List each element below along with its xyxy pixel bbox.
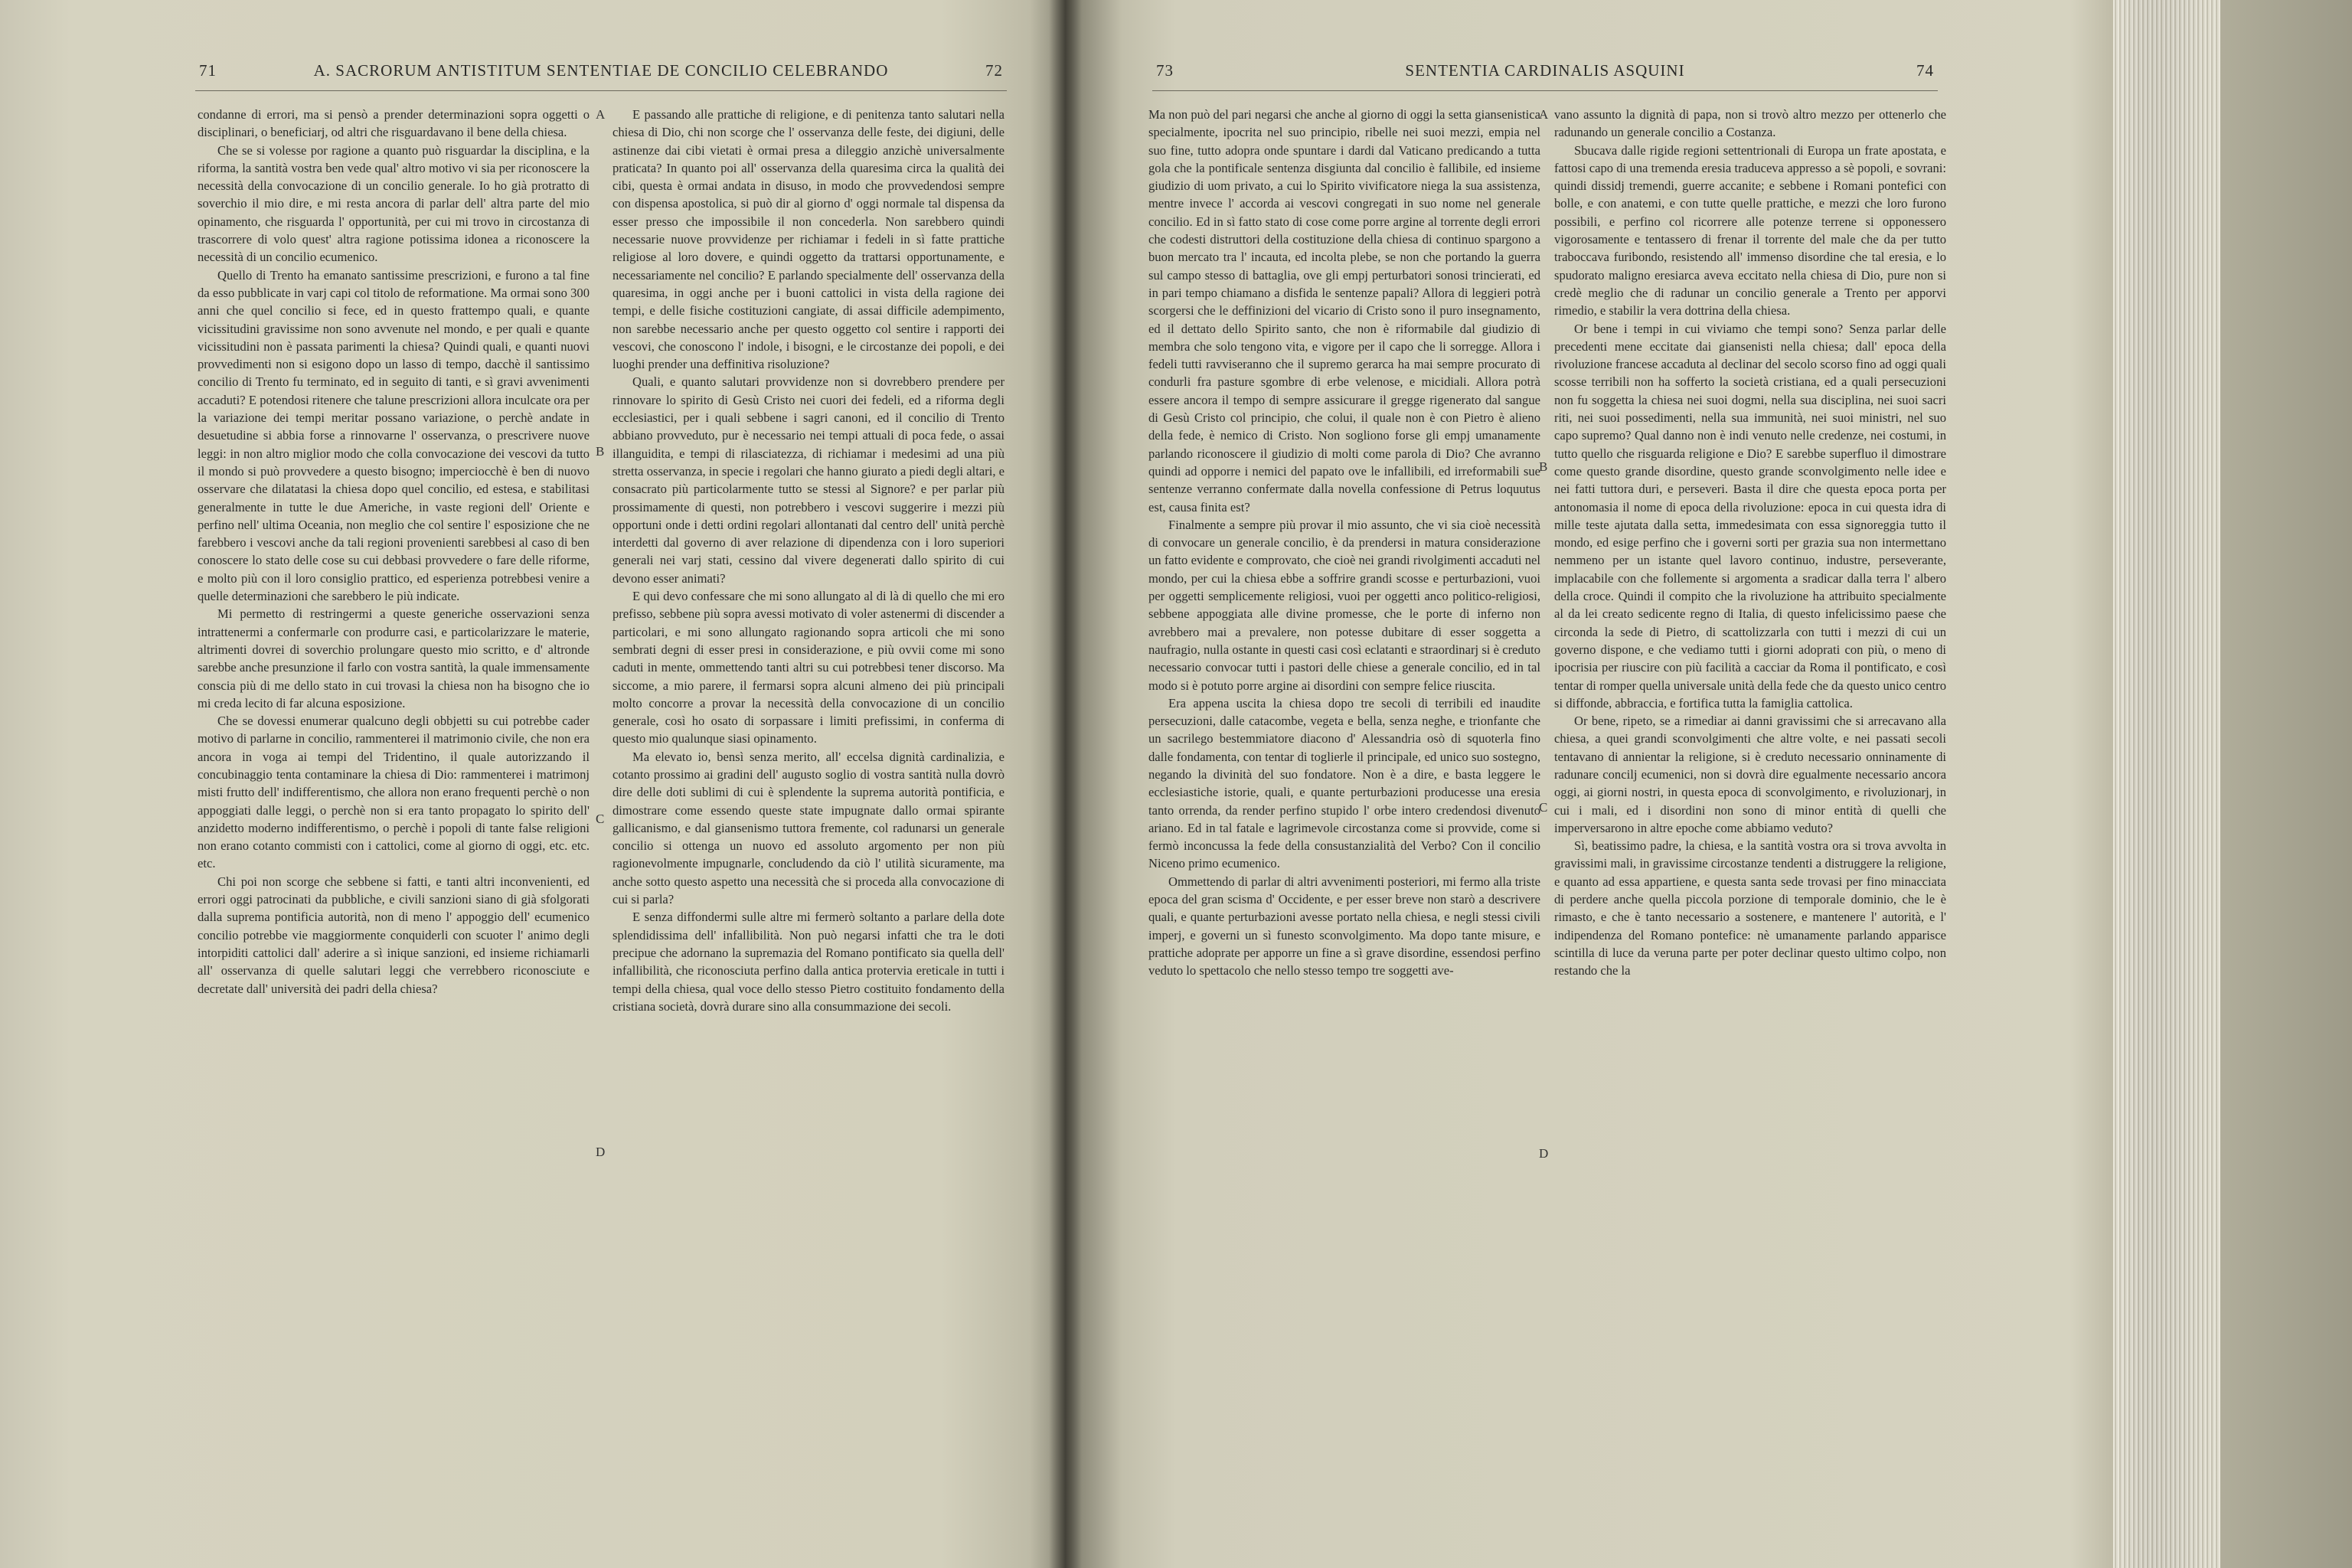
- text-column-1: [1148, 106, 1540, 980]
- margin-letter: C: [596, 812, 605, 826]
- running-head: [184, 60, 1018, 90]
- paragraph: Era appena uscita la chiesa dopo tre secoli di terribili ed inaudite persecuzioni, dalle catacombe, vegeta e bella, senza neghe, e trionfante che un sacrilego bestemmiatore diacono d' Alessandria osò di squoterla fino dalle fondamenta, con tentar di toglierle il principale, ed unico suo sostegno, negando la divinità del suo fondatore. Non è a dire, e basta leggere le ecclesiastiche istorie, quali, e quante perturbazioni producesse una eresia tanto orrenda, da render perfino stupido l' orbe intero credendosi divenuto ariano. Ed in tal fatale e lagrimevole circostanza come si provvide, come si fermò inconcussa la fede della consustanzialità del Verbo? Con il concilio Niceno primo ecumenico.: [1148, 695, 1540, 871]
- margin-letter: B: [1539, 459, 1548, 474]
- paragraph: E passando alle prattiche di religione, e di penitenza tanto salutari nella chiesa di Dio, chi non scorge che l' osservanza delle feste, dei digiuni, delle astinenze dai cibi vietati è ormai presa a dileggio anzichè universalmente praticata? In quanto poi all' osservanza della quaresima circa la qualità dei cibi, questa è ormai andata in disuso, in modo che provvedendosi sempre con dispensa apostolica, si può dir al giorno d' oggi normale tal dispensa da esser presso che impossibile il non concederla. Non sarebbero quindi necessarie nuove provvidenze per richiamar i fedeli in sì fatte prattiche religiose al loro dovere, e quindi oggetto da trattarsi opportunamente, e necessariamente nel concilio? E parlando specialmente dell' osservanza della quaresima, in oggi anche per i buoni cattolici in vista della ragione dei tempi, e delle fisiche costituzioni cangiate, di assai difficile adempimento, non sarebbe necessario anche per questo oggetto col sentire i rapporti dei vescovi, che conoscono l' indole, i bisogni, e le circostanze dei popoli, e dei luoghi prender una deffinitiva risoluzione?: [612, 107, 1004, 372]
- paragraph: Mi permetto di restringermi a queste generiche osservazioni senza intrattenermi a confermarle con produrre casi, e particolarizzare le materie, altrimenti dovrei di soverchio prolungare questo mio scritto, e d' altronde sarebbe anche presunzione il farlo con vostra santità, la quale immensamente conscia più di me dello stato in cui trovasi la chiesa non ha bisogno che io mi creda lecito di far alcuna esposizione.: [198, 606, 590, 710]
- paragraph: Ommettendo di parlar di altri avvenimenti posteriori, mi fermo alla triste epoca del gran scisma d' Occidente, e per esser breve non starò a descrivere quali, e quante perturbazioni avesse portato nella chiesa, e negli stessi civili imperj, e governi un sì funesto sconvolgimento. Ma dopo tante misure, e prattiche adoprate per apporre un fine a sì grave disordine, essendosi perfino veduto lo spettacolo che nello stesso tempo tre soggetti ave-: [1148, 874, 1540, 978]
- paragraph: Che se dovessi enumerar qualcuno degli obbjetti su cui potrebbe cader motivo di parlarne in concilio, rammenterei il matrimonio civile, che non era ancora in voga ai tempi del Tridentino, il quale autorizzando il concubinaggio tenta contaminare la chiesa di Dio: rammenterei i matrimonj misti frutto dell' indifferentismo, che allora non erano frequenti perchè o non appoggiati dalle leggi, o perchè non si era tanto propagato lo spirito dell' anzidetto moderno indifferentismo, o perchè i popoli di tante false religioni non erano cotanto commisti con i cattolici, come al giorno di oggi, etc. etc. etc.: [198, 714, 590, 871]
- paragraph: condanne di errori, ma si pensò a prender determinazioni sopra oggetti o disciplinari, o beneficiarj, od altri che risguardavano il bene della chiesa.: [198, 107, 590, 140]
- margin-letter: C: [1539, 800, 1548, 815]
- paragraph: vano assunto la dignità di papa, non si trovò altro mezzo per ottenerlo che radunando un generale concilio a Costanza.: [1554, 107, 1946, 140]
- page-edges: [2113, 0, 2220, 1568]
- page-number: 72: [985, 61, 1003, 80]
- paragraph: Or bene, ripeto, se a rimediar ai danni gravissimi che si arrecavano alla chiesa, a quei grandi sconvolgimenti che altre volte, e nei passati secoli tentavano di annientar la religione, si è creduto necessario onninamente di radunare concilj ecumenici, non si dovrà dire egualmente necessario ancora oggi, ai giorni nostri, in questa epoca di sconvolgimento, e rivoluzionarj, in cui i mali, ed i disordini non sono di minor entità di quelli che imperversarono in altre epoche come abbiamo veduto?: [1554, 714, 1946, 835]
- paragraph: Che se si volesse por ragione a quanto può risguardar la disciplina, e la riforma, la santità vostra ben vede qual' altro motivo vi sia per riconoscere la necessità della convocazione di un concilio generale. Io ho già protratto di soverchio il mio dire, e mi resta ancora di parlar dell' altra parte del mio opinamento, che risguarda l' opportunità, per cui mi trovo in circostanza di trascorrere di volo quest' altra ragione potissima idonea a riconoscere la necessità di un concilio ecumenico.: [198, 142, 590, 265]
- header-rule: [1152, 90, 1938, 91]
- paragraph: Or bene i tempi in cui viviamo che tempi sono? Senza parlar delle precedenti mene eccitate dai giansenisti nella chiesa; dall' epoca della rivoluzione francese accaduta al declinar del secolo scorso fino ad oggi quali scosse terribili non ha sofferto la società cristiana, ed a quali persecuzioni non fu soggetta la chiesa nei suoi dogmi, nella sua disciplina, nei suoi sacri riti, nei suoi possedimenti, nella sua immunità, nei suoi ministri, nel suo capo supremo? Qual danno non è indi venuto nelle credenze, nei costumi, in tutto quello che risguarda religione e Dio? E sarebbe superfluo il dimostrare come questo grande disordine, questo grande sconvolgimento nelle idee e nei fatti tuttora duri, e perseveri. Basta il dire che questa epoca porta per antonomasia il nome di epoca della rivoluzione: epoca in cui questa idra di mille teste ajutata dalla setta, immedesimata con essa signoreggia tutto il mondo, ed esige perfino che i governi sorti per grazia sua non intermettano nemmeno per un istante quel lavoro continuo, industre, perseverante, implacabile con che follemente si argomenta a sradicar dalla terra l' albero della croce. Quindi il compito che la rivoluzione ha attribuito specialmente al da lei creato sedicente regno di Italia, di questo infelicissimo paese che circonda la sede di Pietro, di scattolizzarla con tutti i mezzi di cui un governo dispone, e che vediamo tutti i giorni adoprati con più, o meno di ipocrisia per riuscire con più facilità a cacciar da Roma il pontificato, e così tentar di romper quella universale unità della fede che da questo unico centro si diffonde, abbraccia, e fortifica tutta la famiglia cattolica.: [1554, 321, 1946, 710]
- margin-letter: A: [1539, 107, 1549, 122]
- text-column-2: [1554, 106, 1946, 980]
- text-column-2: [612, 106, 1004, 1015]
- page-number: 74: [1916, 61, 1934, 80]
- paragraph: E qui devo confessare che mi sono allungato al di là di quello che mi ero prefisso, sebbene più sopra avessi motivato di voler astenermi di discender a particolari, e mi sono allungato ragionando sopra articoli che mi sono sembrati degni di esser presi in considerazione, e più ovvii come mi sono caduti in mente, ommettendo tanti altri su cui potrebbesi tener discorso. Ma siccome, a mio parere, il fermarsi sopra alcuni almeno dei più principali molto concorre a provar la necessità della convocazione di un concilio generale, così ho osato di sorpassare i limiti prefissimi, in conferma di questo mio qualunque siasi opinamento.: [612, 589, 1004, 746]
- margin-letter: D: [596, 1145, 606, 1159]
- page-number: 71: [199, 61, 217, 80]
- running-title: SENTENTIA CARDINALIS ASQUINI: [1405, 61, 1685, 80]
- paragraph: Finalmente a sempre più provar il mio assunto, che vi sia cioè necessità di convocare un generale concilio, è da prendersi in matura considerazione un fatto evidente e comprovato, che cioè nei grandi rivolgimenti accaduti nel mondo, per cui la chiesa ebbe a soffrire grandi scosse e perturbazioni, vuoi per oggetti semplicemente religiosi, vuoi per oggetti anco politico-religiosi, sebbene appoggiata alle divine promesse, che le porte di inferno non avrebbero mai a prevalere, non potesse dubitare di esser soggetta a naufragio, nulla ostante in questi casi così eclatanti e straordinarj si è creduto necessario convocar tutti i pastori delle chiese a generale concilio, ed in tal modo si è potuto porre argine ai disordini con sempre felice riuscita.: [1148, 517, 1540, 693]
- running-title: A. SACRORUM ANTISTITUM SENTENTIAE DE CONCILIO CELEBRANDO: [313, 61, 889, 80]
- page-number: 73: [1156, 61, 1174, 80]
- paragraph: Chi poi non scorge che sebbene si fatti, e tanti altri inconvenienti, ed errori oggi patrocinati da pubbliche, e civili sanzioni siano di già sfolgorati dalla suprema pontificia autorità, non di meno l' appoggio dell' ecumenico concilio potrebbe vie maggiormente conquiderli con scuoter l' animo degli intorpiditi cattolici dall' aderire a sì inique sanzioni, ed insieme richiamarli all' osservanza di quelle salutari leggi che verrebbero riconosciute e decretate dall' università dei padri della chiesa?: [198, 874, 590, 996]
- paragraph: Ma elevato io, bensì senza merito, all' eccelsa dignità cardinalizia, e cotanto prossimo ai gradini dell' augusto soglio di vostra santità nulla dovrò dire delle doti sublimi di cui è splendente la suprema autorità pontificia, e dimostrare come essendo queste state impugnate dallo ormai spirante gallicanismo, e dal giansenismo tuttora fremente, col radunarsi un generale concilio si ottenga un nuovo ed assoluto argomento per non più ragionevolmente impugnarle, concludendo da ciò l' utilità sicuramente, ma anche sotto questo aspetto una necessità che si proceda alla convocazione di cui si parla?: [612, 749, 1004, 907]
- margin-letter: B: [596, 444, 605, 459]
- margin-letter: A: [596, 107, 606, 122]
- paragraph: Quali, e quanto salutari provvidenze non si dovrebbero prendere per rinnovare lo spirito di Gesù Cristo nei cuori dei fedeli, ed a riforma degli ecclesiastici, per i quali sebbene i sagri canoni, ed il concilio di Trento abbiano provveduto, pur è necessario nei tempi attuali di poca fede, o assai illanguidita, e tempi di rilasciatezza, di richiamar i medesimi ad una più stretta osservanza, in specie i regolari che hanno giurato a piedi degli altari, e consacrato più particolarmente tutto se stessi al Signore? e per parlar più prossimamente di questi, non potrebbero i vescovi suggerire i mezzi più opportuni onde i detti ordini regolari allontanati dal centro dell' unità perchè interdetti dal governo di aver relazione di dipendenza con i loro superiori generali nei varj stati, cessino dal vivere degenerati dallo spirito di cui devono esser animati?: [612, 374, 1004, 586]
- gutter-shadow: [1030, 0, 1122, 1568]
- scanner-tray: [2220, 0, 2352, 1568]
- paragraph: Ma non può del pari negarsi che anche al giorno di oggi la setta giansenistica specialmente, ipocrita nel suo principio, ribelle nei suoi mezzi, empia nel suo fine, tutto adopra onde spuntare i dardi dal Vaticano predicando a tutta gola che la pontificale sentenza disgiunta dal concilio è fallibile, ed insieme giudizio di uom privato, a cui lo Spirito vivificatore niega la sua assistenza, mentre invece l' accorda ai vescovi congregati in suo nome nel generale concilio. Ed in sì fatto stato di cose come porre argine al torrente degli errori che codesti distruttori della costituzione della chiesa di continuo spargono a buon mercato tra l' incauta, ed incolta plebe, se non che portando la guerra sul campo stesso di battaglia, ove gli empj perturbatori sonosi trincierati, ed in pari tempo chiamano a disfida le sentenze papali? Allora di leggieri potrà scorgersi che le deffinizioni del vicario di Cristo sono il puro insegnamento, ed il dettato dello Spirito santo, che non è riformabile dal giudizio di membra che solo tengono vita, e vigore per il capo che li sorregge. Allora i fedeli tutti ravviseranno che il supremo gerarca ha mai sempre procurato di condurli fra pasture sgombre di erbe velenose, e micidiali. Allora potrà essere ancora il tempo di sempre assicurare il gregge rigenerato dal sangue di Gesù Cristo col principio, che colui, il quale non è con Pietro è alieno della fede, è nemico di Cristo. Non sogliono forse gli empj umanamente parlando riconoscere il giudizio di molti come parola di Dio? Che avranno quindi ad opporre i nemici del papato ove le infallibili, ed irreformabili sue sentenze verranno confermate dalla novella confessione di Petrus loquutus est, causa finita est?: [1148, 107, 1540, 514]
- running-head: [1141, 60, 1949, 90]
- margin-letter: D: [1539, 1146, 1549, 1161]
- text-column-1: [198, 106, 590, 998]
- right-page: [1141, 0, 1949, 1568]
- header-rule: [195, 90, 1007, 91]
- paragraph: Quello di Trento ha emanato santissime prescrizioni, e furono a tal fine da esso pubblicate in varj capi col titolo de reformatione. Ma ormai sono 300 anni che quel concilio si fece, ed in questo frattempo quali, e quante vicissitudini gravissime non sono avvenute nel mondo, e per quali e quante vicissitudini non è passata parimenti la chiesa? Quindi quali, e quanti nuovi provvedimenti non si esigono dopo un lasso di tempo, dacchè il santissimo concilio di Trento fu terminato, ed in seguito di tanti, e sì gravi avvenimenti accaduti? E potendosi ritenere che talune prescrizioni allora inculcate ora per la variazione dei tempi meritar possano variazione, o perchè andate in desuetudine si abbia forse a rinnovarne l' osservanza, o prescrivere nuove leggi: in non altro miglior modo che colla convocazione dei vescovi da tutto il mondo si può provvedere a questo bisogno; imperciocchè è ben di nuovo osservare che dilatatasi la chiesa dopo quel concilio, ed estesa, e stabilitasi generalmente in tutte le due Americhe, in vaste regioni dell' Oriente e perfino nell' ultima Oceania, non meglio che col sentire l' esposizione che ne farebbero i vescovi anche da tali regioni provenienti sarebbesi al caso di ben conoscere lo stato delle cose su cui debbasi provvedere o fare delle riforme, e molto più con il loro consiglio prattico, ed esperienza potrebbesi venire a quelle determinazioni che sarebbero le più indicate.: [198, 267, 590, 604]
- paragraph: Sì, beatissimo padre, la chiesa, e la santità vostra ora si trova avvolta in gravissimi mali, in gravissime circostanze tendenti a distruggere la religione, e quanto ad essa appartiene, e questa santa sede trovasi per fino minacciata di perdere anche quella piccola porzione di temporale dominio, che le è rimasto, e che è tanto necessario a sostenere, e mantenere l' autorità, e l' indipendenza del Romano pontefice: nè umanamente parlando apparisce scintilla di luce da veruna parte per poter declinar questo ultimo colpo, non restando che la: [1554, 838, 1946, 978]
- paragraph: Sbucava dalle rigide regioni settentrionali di Europa un frate apostata, e fattosi capo di una tremenda eresia traduceva appresso a sè popoli, e sovrani: quindi dissidj tremendi, guerre accanite; e sebbene i Romani pontefici con bolle, e con anatemi, e con tutte quelle prattiche, e mezzi che loro furono possibili, e perfino col ricorrere alle potenze terrene si opponessero vigorosamente e tentassero di frenar il torrente del male che da per tutto traboccava furibondo, resistendo all' immenso disordine che tal eresia, e lo spudorato maligno eresiarca aveva eccitato nella chiesa di Dio, pure non si credè meglio che di radunar un concilio generale a Trento per apporvi rimedio, e stabilir la vera dottrina della chiesa.: [1554, 142, 1946, 318]
- left-page: [184, 0, 1018, 1568]
- paragraph: E senza diffondermi sulle altre mi fermerò soltanto a parlare della dote splendidissima dell' infallibilità. Non può negarsi infatti che tra le doti precipue che adornano la supremazia del Romano pontificato sia quella dell' infallibilità, che riconosciuta perfino dalla antica protervia ereticale in tutti i tempi della chiesa, qual voce dello stesso Pietro costituito fondamento della cristiana società, dovrà durare sino alla consummazione dei secoli.: [612, 910, 1004, 1014]
